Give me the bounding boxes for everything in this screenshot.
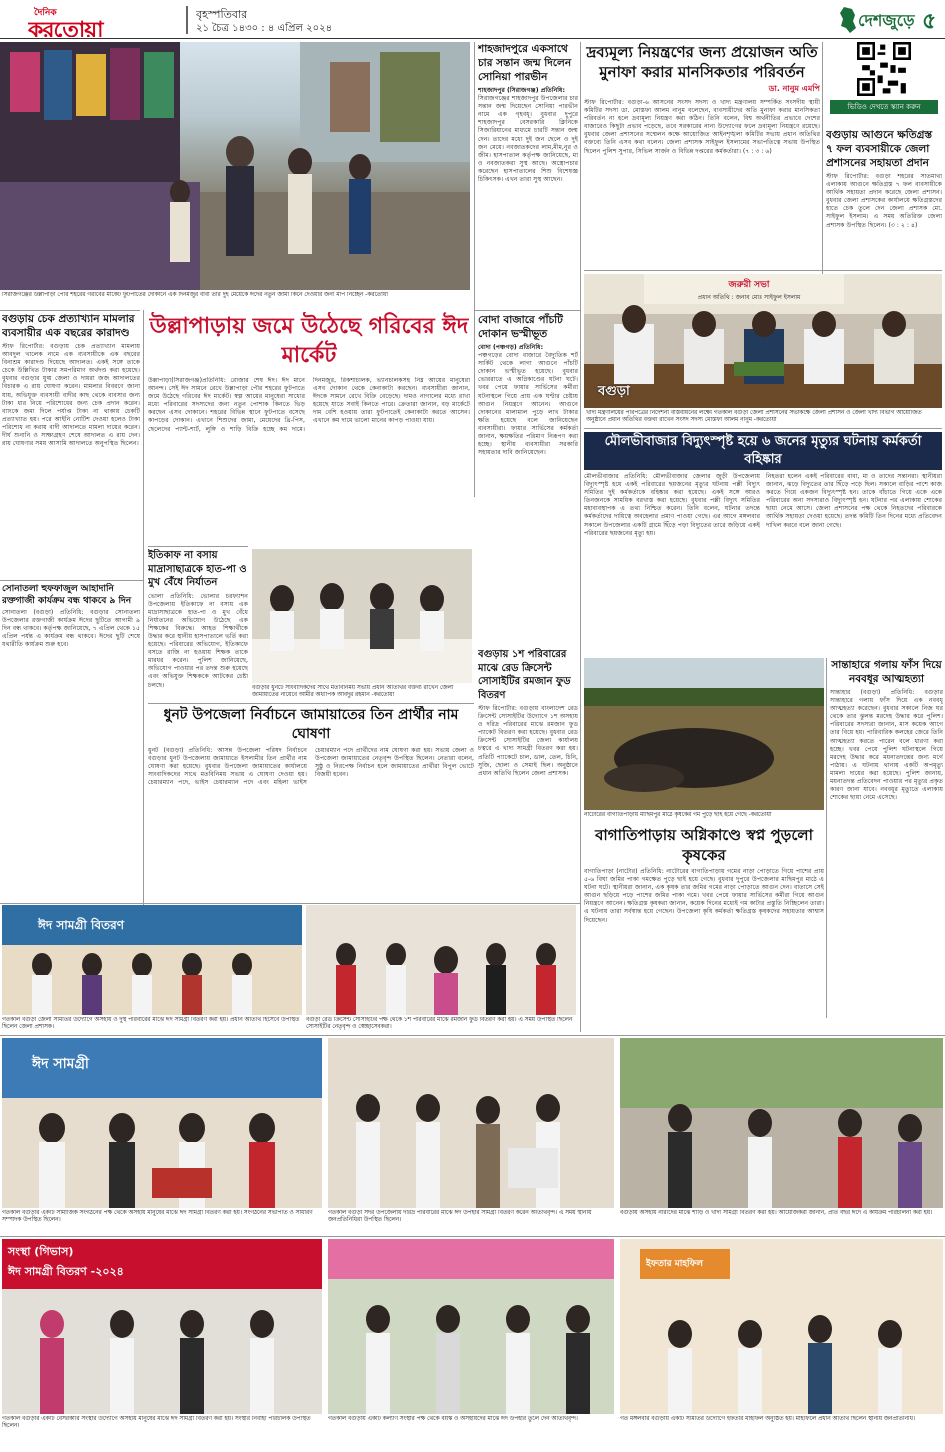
rule-sonatala-top	[0, 580, 143, 581]
story-moulvibazar	[584, 432, 942, 652]
story-bogura-cheque-title: বগুড়ায় চেক প্রত্যাখ্যান মামলার ব্যবসায়ীর এক বছরের কারাদণ্ড	[2, 313, 135, 339]
market-photo	[0, 42, 470, 290]
story-santahar	[830, 658, 943, 1018]
qr-block[interactable]	[826, 42, 942, 122]
rule-boda-top	[474, 310, 580, 311]
story-bogura-cheque	[2, 313, 140, 578]
story-boda-byline: বোদা (পঞ্চগড়) প্রতিনিধি:	[478, 344, 544, 351]
header-day: বৃহস্পতিবার	[196, 8, 248, 21]
row3-photo-1-banner: সংস্থা (গিভাস)	[8, 1245, 74, 1258]
dhunat-illustration	[252, 549, 472, 683]
col-rule-4	[826, 658, 827, 1018]
row2-photo-2-illustration	[328, 1038, 614, 1208]
row2-photo-3-illustration	[620, 1038, 943, 1208]
story-price-title: দ্রব্যমূল্য নিয়ন্ত্রণের জন্য প্রয়োজন অতি মুনাফা করার মানসিকতার পরিবর্তন	[586, 43, 818, 81]
meeting-photo	[584, 274, 942, 408]
story-dhunat-title: ধুনট উপজেলা নির্বাচনে জামায়াতের তিন প্রার্থীর নাম ঘোষণা	[163, 707, 459, 742]
story-santahar-title: সান্তাহারে গলায় ফাঁস দিয়ে নববধূর আত্মহত্যা	[831, 659, 942, 685]
logo-small-text: দৈনিক	[34, 8, 57, 18]
rule-moulvi-top	[584, 428, 942, 429]
story-price	[584, 42, 820, 267]
story-boda	[478, 313, 578, 643]
story-boda-body: পঞ্চগড়ের বোদা বাজারে বৈদ্যুতিক শর্ট সার্কিট থেকে লাগা আগুনে পাঁচটি দোকান ভস্মীভূত হয়েছে। বুধবার ভোররাতে এ অগ্নিকাণ্ডের ঘটনা ঘটে। খবর পেয়ে ফায়ার সার্ভিসের কর্মীরা ঘটনাস্থলে গিয়ে প্রায় এক ঘণ্টার চেষ্টায় আগুন নিয়ন্ত্রণে আনেন। আগুনে দোকানের মালামাল পুড়ে লাখ টাকার ক্ষতি হয়েছে বলে জানিয়েছেন ব্যবসায়ীরা। ফায়ার সার্ভিসের কর্মকর্তা জানান, ক্ষয়ক্ষতির পরিমাণ নিরূপণ করা হচ্ছে। স্থানীয় ব্যবসায়ীরা সরকারি সহায়তার দাবি জানিয়েছেন।	[478, 352, 578, 457]
row3-photo-1-caption: গতকাল বগুড়ার একটি বেসরকারি সংস্থার উদ্যোগে অসহায় মানুষের মাঝে ঈদ সামগ্রী বিতরণ করা হয়। সংস্থার নির্বাহী পরিচালক উপস্থিত ছিলেন।	[2, 1416, 311, 1430]
story-boda-title: বোদা বাজারে পাঁচটি দোকান ভস্মীভূত	[478, 314, 563, 340]
logo-main-text: করতোয়া	[28, 18, 103, 37]
story-price-body: স্টাফ রিপোর্টার: বগুড়া-৬ আসনের সংসদ সদস্য ও খাদ্য মন্ত্রণালয় সম্পর্কিত সংসদীয় স্থায়ী কমিটির সদস্য ডা. মোস্তফা আলম নানুম বলেছেন, ব্যবসায়ীদের অতি মুনাফা করার মানসিকতা পরিবর্তন না হলে দ্রব্যমূল্য নিয়ন্ত্রণ করা কঠিন। তিনি বলেন, বিশ্ব অর্থনীতির প্রভাবে দেশের বাজারেও কিছুটা প্রভাব পড়েছে, তবে সরকারের নানা উদ্যোগের ফলে দ্রব্যমূল্য নিয়ন্ত্রণে রয়েছে। বুধবার জেলা প্রশাসনের সম্মেলন কক্ষে আয়োজিত আইনশৃঙ্খলা কমিটির সভায় প্রধান অতিথির বক্তব্যে তিনি এসব কথা বলেন। জেলা প্রশাসক সাইফুল ইসলামের সভাপতিত্বে সভায় উপস্থিত ছিলেন পুলিশ সুপার, সিভিল সার্জন ও বিভিন্ন দপ্তরের কর্মকর্তারা। (৭ : ৩ : ৬)	[584, 99, 820, 155]
row2-photo-1-banner: ঈদ সামগ্রী	[32, 1056, 89, 1072]
qr-caption: ভিডিও দেখতে স্ক্যান করুন	[830, 100, 938, 114]
col-rule-1	[474, 42, 475, 497]
field-photo-caption: নাটোরের বাগাতিপাড়ায় মাছিমপুর মাঠে কৃষকের গম পুড়ে ছাই হয়ে গেছে -করতোয়া	[584, 812, 772, 818]
dhunat-photo	[252, 549, 472, 683]
story-redcrescent-body: স্টাফ রিপোর্টার: বগুড়ায় বাংলাদেশ রেড ক্রিসেন্ট সোসাইটির উদ্যোগে ১শ অসহায় ও দরিদ্র পরিবারের মাঝে রমজান ফুড প্যাকেট বিতরণ করা হয়েছে। বুধবার রেড ক্রিসেন্ট সোসাইটির জেলা কার্যালয় চত্বরে এ খাদ্য সামগ্রী বিতরণ করা হয়। প্রতিটি প্যাকেটে চাল, ডাল, তেল, চিনি, সুজি, ছোলা ও সেমাই ছিল। অনুষ্ঠানে প্রধান অতিথি ছিলেন জেলা প্রশাসক।	[478, 705, 578, 777]
market-photo-caption: সিরাজগঞ্জের উল্লাপাড়া পৌর শহরের গরীবের মার্কেট ফুটপাতের দোকানে এক দিনমজুর বাবা তার দুই মেয়েকে ঈদের নতুন জামা কিনে দেওয়ার জন্য মাপ নিচ্ছেন -করতোয়া	[2, 292, 388, 298]
row1-photo-2-illustration	[306, 905, 576, 1015]
page-number: ৫	[922, 9, 937, 34]
rule-left-top	[0, 310, 140, 311]
row3-photo-3	[620, 1239, 943, 1414]
row3-photo-2-caption: গতকাল বগুড়ায় একটি কল্যাণ সংস্থার পক্ষ থেকে বয়স্ক ও অসহায়দের মাঝে ঈদ উপহার তুলে দেন অতিথিবৃন্দ।	[328, 1416, 578, 1422]
rule-meeting-top	[584, 270, 942, 271]
rule-dhunat-top	[148, 703, 474, 704]
story-shahjadpur	[478, 42, 578, 307]
rule-row3-top	[0, 1236, 945, 1237]
row1-photo-2-caption: বগুড়া রেড ক্রিসেন্ট সোসাইটির পক্ষ থেকে ১শ পরিবারের মাঝে রমজান ফুড বিতরণ করা হয়। এ সময় উপস্থিত ছিলেন সোসাইটির নেতৃবৃন্দ ও স্বেচ্ছাসেবকরা।	[306, 1017, 573, 1031]
story-ullapara-body: উল্লাপাড়া(সিরাজগঞ্জ)প্রতিনিধি: রোজার শেষ ঈদ। ঈদ মানে আনন্দ। সেই ঈদ সামনে রেখে উল্লাপাড়া পৌর শহরের ফুটপাতে জমে উঠেছে গরিবের ঈদ মার্কেট। স্বল্প আয়ের মানুষেরা সাধ্যের মধ্যে পরিবারের সদস্যদের জন্য নতুন পোশাক কিনতে ভিড় করছেন এসব দোকানে। শহরের বিভিন্ন স্থানে ফুটপাতে বসেছে কাপড়ের দোকান। এখানে শিশুদের জামা, মেয়েদের থ্রি-পিস, ছেলেদের প্যান্ট-শার্ট, লুঙ্গি ও শাড়ি বিক্রি হচ্ছে কম দামে। দিনমজুর, রিকশাচালক, ভ্যানচালকসহ নিম্ন আয়ের মানুষেরা এসব দোকান থেকে কেনাকাটা করছেন। ব্যবসায়ীরা জানান, ঈদকে সামনে রেখে বিক্রি বেড়েছে। দামও নাগালের মধ্যে রাখা হয়েছে যাতে সবাই কিনতে পারে। ক্রেতারা জানান, বড় মার্কেটে দাম বেশি হওয়ায় তারা ফুটপাতেই কেনাকাটা করতে আসেন। এখানে কম দামে ভালো মানের কাপড় পাওয়া যায়।	[148, 377, 470, 433]
field-photo	[584, 658, 824, 810]
row3-photo-3-caption: গত মঙ্গলবার বগুড়ায় একটি সমিতির উদ্যোগে ইফতার মাহফিল অনুষ্ঠিত হয়। মাহফিলে প্রধান অতিথি ছিলেন স্থানীয় জনপ্রতিনিধি।	[620, 1416, 915, 1422]
meeting-place: বগুড়া	[598, 384, 630, 399]
section-label	[838, 4, 943, 36]
dhunat-photo-caption: বগুড়ার ধুনটে সাংবাদিকদের সাথে মতবিনিময় সভায় প্রধান অতিথির বক্তব্য রাখেন জেলা জামায়াতের নায়েবে আমীর অধ্যাপক আবদুর রহমান -করতোয়া	[252, 685, 454, 699]
row2-photo-2-caption: গতকাল বগুড়া সদর উপজেলায় দরিদ্র পরিবারের মাঝে ঈদ উপহার সামগ্রী বিতরণ করেন অতিথিবৃন্দ। এ সময় স্থানীয় জনপ্রতিনিধিরা উপস্থিত ছিলেন।	[328, 1210, 592, 1224]
story-fire-aid-title: বগুড়ায় আগুনে ক্ষতিগ্রস্ত ৭ ফল ব্যবসায়ীকে জেলা প্রশাসনের সহায়তা প্রদান	[826, 129, 933, 169]
rule-row2-top	[0, 1035, 945, 1036]
header-divider	[186, 6, 188, 34]
rule-row1-top	[0, 903, 580, 904]
header-rule	[0, 38, 945, 39]
qr-code-icon[interactable]	[857, 42, 911, 96]
meeting-banner	[664, 277, 834, 303]
meeting-banner-sub: প্রধান অতিথি : জনাব মোঃ সাইফুল ইসলাম	[697, 294, 801, 301]
row1-photo-1-banner: ঈদ সামগ্রী বিতরণ	[38, 918, 124, 932]
logo	[28, 5, 188, 37]
field-illustration	[584, 658, 824, 810]
story-sonatala	[2, 583, 140, 713]
row3-photo-1-banner-2: ঈদ সামগ্রী বিতরণ -২০২৪	[8, 1265, 124, 1278]
row3-photo-3-banner: ইফতার মাহফিল	[646, 1259, 703, 1269]
main-headline: উল্লাপাড়ায় জমে উঠেছে গরিবের ঈদ মার্কেট	[149, 314, 469, 368]
row3-photo-1	[2, 1239, 322, 1414]
row1-photo-1-caption: গতকাল বগুড়া জেলা সমিতির উদ্যোগে অসহায় ও দুস্থ পরিবারের মাঝে ঈদ সামগ্রী বিতরণ করা হয়। প্রধান অতিথি হিসেবে উপস্থিত ছিলেন জেলা প্রশাসক।	[2, 1017, 300, 1031]
row3-photo-2-illustration	[328, 1239, 614, 1414]
row2-photo-3	[620, 1038, 943, 1208]
row2-photo-1-caption: গতকাল বগুড়ার একটি সামাজিক সংগঠনের পক্ষ থেকে অসহায় মানুষের মাঝে ঈদ সামগ্রী বিতরণ করা হয়। সংগঠনের সভাপতি ও সাধারণ সম্পাদক উপস্থিত ছিলেন।	[2, 1210, 313, 1224]
col-rule-0	[143, 310, 144, 990]
row2-photo-2	[328, 1038, 614, 1208]
story-dhunat-body: ধুনট (বগুড়া) প্রতিনিধি: আসন্ন উপজেলা পরিষদ নির্বাচনে বগুড়ার ধুনট উপজেলায় জামায়াতে ইসলামীর তিন প্রার্থীর নাম ঘোষণা করা হয়েছে। বুধবার উপজেলা জামায়াতের কার্যালয়ে সাংবাদিকদের সাথে মতবিনিময় সভায় এ ঘোষণা দেওয়া হয়। চেয়ারম্যান পদে, ভাইস চেয়ারম্যান পদে এবং মহিলা ভাইস চেয়ারম্যান পদে প্রার্থীদের নাম ঘোষণা করা হয়। সভায় জেলা ও উপজেলা জামায়াতের নেতৃবৃন্দ উপস্থিত ছিলেন। নেতারা বলেন, সুষ্ঠু ও নিরপেক্ষ নির্বাচন হলে জামায়াতের প্রার্থীরা বিপুল ভোটে বিজয়ী হবেন।	[148, 747, 474, 787]
header-date: ২১ চৈত্র ১৪৩০ : ৪ এপ্রিল ২০২৪	[196, 23, 333, 34]
market-illustration	[0, 42, 470, 290]
story-bogura-cheque-body: স্টাফ রিপোর্টার: বগুড়ায় চেক প্রত্যাখ্যান মামলায় আবদুল খালেক নামে এক ব্যবসায়ীকে এক বছরের বিনাশ্রম কারাদণ্ড দিয়েছে আদালত। একই সঙ্গে তাকে চেকে উল্লিখিত টাকার সমপরিমাণ অর্থদণ্ড করা হয়েছে। বুধবার বগুড়ার যুগ্ম জেলা ও দায়রা জজ আদালতের বিচারক এ রায় ঘোষণা করেন। মামলার বিবরণে জানা যায়, অভিযুক্ত ব্যবসায়ী বাদীর কাছ থেকে ব্যবসার জন্য টাকা ধার নিয়ে পরিশোধের জন্য চেক প্রদান করেন। ব্যাংকে জমা দিলে পর্যাপ্ত টাকা না থাকায় চেকটি প্রত্যাখ্যাত হয়। পরে আইনি নোটিশ দেওয়া হলেও টাকা পরিশোধ না করায় বাদী আদালতে মামলা দায়ের করেন। দীর্ঘ শুনানি ও সাক্ষ্যগ্রহণ শেষে আদালত এ রায় দেন। রায় ঘোষণার সময় আসামি আদালতে অনুপস্থিত ছিলেন।	[2, 343, 140, 448]
story-bagatipara-body: বাগাতিপাড়া (নাটোর) প্রতিনিধি: নাটোরের বাগাতিপাড়ায় গমের নাড়া পোড়াতে গিয়ে পাশের প্রায় ৫-৬ বিঘা জমির পাকা গমক্ষেত পুড়ে ছাই হয়ে গেছে। বুধবার দুপুরে উপজেলার মাছিমপুর মাঠে এ ঘটনা ঘটে। স্থানীয়রা জানান, এক কৃষক তার জমির গমের নাড়া পোড়াতে আগুন দেন। বাতাসে সেই আগুন ছড়িয়ে পড়ে পাশের জমির পাকা গমে। খবর পেয়ে ফায়ার সার্ভিসের কর্মীরা গিয়ে আগুন নিয়ন্ত্রণে আনেন। ক্ষতিগ্রস্ত কৃষকরা জানান, কয়েক দিনের মধ্যেই গম কাটার প্রস্তুতি নিচ্ছিলেন তারা। এ ঘটনায় তারা সর্বস্বান্ত হয়ে গেছেন। উপজেলা কৃষি কর্মকর্তা ক্ষতিগ্রস্ত কৃষকদের সহায়তার আশ্বাস দিয়েছেন।	[584, 868, 824, 924]
story-shahjadpur-title: শাহজাদপুরে একসাথে চার সন্তান জন্ম দিলেন সোনিয়া পারভীন	[478, 43, 572, 83]
story-ullapara	[148, 377, 470, 542]
masthead	[0, 0, 945, 38]
story-moulvibazar-body-2: নিহতরা হলেন একই পরিবারের বাবা, মা ও তাদের সন্তানরা। স্থানীয়রা জানান, ঝড়ে বিদ্যুতের তার ছিঁড়ে পড়ে ছিল। সকালে বাড়ির পাশে কাজ করতে গিয়ে একজন বিদ্যুৎস্পৃষ্ট হন। তাকে বাঁচাতে গিয়ে একে একে পরিবারের অন্য সদস্যরাও বিদ্যুৎস্পৃষ্ট হন। ঘটনার পর এলাকায় শোকের ছায়া নেমে আসে। জেলা প্রশাসনের পক্ষ থেকে নিহতদের পরিবারকে আর্থিক সহায়তা দেওয়া হয়েছে। তদন্ত কমিটি তিন দিনের মধ্যে প্রতিবেদন দাখিল করবে বলে জানা গেছে।	[766, 473, 942, 529]
story-sonatala-title: সোনাতলা হুফফাজুল আহাদানি রক্তগাজী কার্যক্রম বন্ধ থাকবে ৯ দিন	[2, 584, 132, 606]
row2-photo-1	[2, 1038, 322, 1208]
row3-photo-2	[328, 1239, 614, 1414]
story-shahjadpur-body: সিরাজগঞ্জের শাহজাদপুর উপজেলার চার সন্তান জন্ম দিয়েছেন সোনিয়া পারভীন নামে এক গৃহবধূ। বুধবার দুপুরে শাহজাদপুর বেসরকারি ক্লিনিকে সিজারিয়ানের মাধ্যমে চারটি সন্তান জন্ম দেন। তাদের মধ্যে দুই জন ছেলে ও দুই জন মেয়ে। নবজাতকদের লাম,মীম,নুর ও জীম। হাসপাতাল কর্তৃপক্ষ জানিয়েছে, মা ও নবজাতকরা সুস্থ আছে। অস্ত্রোপচার করেছেন হাসপাতালের শিশু বিশেষজ্ঞ চিকিৎসক। এখন তারা সুস্থ আছেন।	[478, 95, 578, 184]
story-ittikaf-body: ভোলা প্রতিনিধি: ভোলার চরফ্যাশন উপজেলায় ইতিকাফে না বসায় এক মাদ্রাসাছাত্রকে হাত-পা ও মুখ বেঁধে নির্যাতনের অভিযোগ উঠেছে এক শিক্ষকের বিরুদ্ধে। আহত শিক্ষার্থীকে উদ্ধার করে স্থানীয় হাসপাতালে ভর্তি করা হয়েছে। পরিবারের অভিযোগ, ইতিকাফে বসতে রাজি না হওয়ায় শিক্ষক তাকে মারধর করেন। পুলিশ জানিয়েছে, অভিযোগ পাওয়ার পর তদন্ত শুরু হয়েছে এবং অভিযুক্ত শিক্ষককে আটকের চেষ্টা চলছে।	[148, 592, 248, 689]
story-bagatipara	[584, 825, 824, 1020]
bangladesh-map-icon	[838, 6, 858, 34]
story-redcrescent-title: বগুড়ায় ১শ পরিবারের মাঝে রেড ক্রিসেন্ট সোসাইটির রমজান ফুড বিতরণ	[478, 649, 571, 701]
story-moulvibazar-body-1: মৌলভীবাজার প্রতিনিধি: মৌলভীবাজার জেলার জুড়ী উপজেলায় বিদ্যুৎস্পৃষ্ট হয়ে একই পরিবারের ছয়জনের মৃত্যুর ঘটনায় পল্লী বিদ্যুৎ সমিতির দুই কর্মকর্তাকে বহিষ্কার করা হয়েছে। একই সঙ্গে আরও তিনজনকে সাময়িক বরখাস্ত করা হয়েছে। বুধবার পল্লী বিদ্যুৎ সমিতির মহাব্যবস্থাপক এ তথ্য নিশ্চিত করেন। তিনি বলেন, ঘটনার তদন্তে কর্মকর্তাদের দায়িত্বে অবহেলার প্রমাণ পাওয়া গেছে। এর আগে মঙ্গলবার সকালে উপজেলার একটি গ্রামে ছিঁড়ে পড়া বিদ্যুতের তারে জড়িয়ে একই পরিবারের ছয়জনের মৃত্যু হয়।	[584, 473, 760, 537]
story-shahjadpur-byline: শাহজাদপুর (সিরাজগঞ্জ) প্রতিনিধি:	[478, 87, 565, 94]
story-santahar-body: সান্তাহার (বগুড়া) প্রতিনিধি: বগুড়ার সান্তাহারে গলায় ফাঁস দিয়ে এক নববধূ আত্মহত্যা করেছেন। বুধবার সকালে নিজ ঘর থেকে তার ঝুলন্ত মরদেহ উদ্ধার করে পুলিশ। পরিবারের সদস্যরা জানান, মাস কয়েক আগে তার বিয়ে হয়। পারিবারিক কলহের জেরে তিনি আত্মহত্যা করতে পারেন বলে ধারণা করা হচ্ছে। খবর পেয়ে পুলিশ ঘটনাস্থলে গিয়ে মরদেহ উদ্ধার করে ময়নাতদন্তের জন্য মর্গে পাঠায়। এ ঘটনায় থানায় একটি অপমৃত্যু মামলা দায়ের করা হয়েছে। পুলিশ জানায়, ময়নাতদন্ত প্রতিবেদন পাওয়ার পর মৃত্যুর প্রকৃত কারণ জানা যাবে। নববধূর মৃত্যুতে এলাকায় শোকের ছায়া নেমে এসেছে।	[830, 689, 943, 802]
col-rule-2	[580, 42, 581, 1032]
story-fire-aid-body: স্টাফ রিপোর্টার: বগুড়া শহরের সাতমাথা এলাকায় আগুনে ক্ষতিগ্রস্ত ৭ ফল ব্যবসায়ীকে আর্থিক সহায়তা প্রদান করেছে জেলা প্রশাসন। বুধবার জেলা প্রশাসকের কার্যালয়ে ক্ষতিগ্রস্তদের হাতে চেক তুলে দেন জেলা প্রশাসক মো. সাইফুল ইসলাম। এ সময় অতিরিক্ত জেলা প্রশাসক উপস্থিত ছিলেন। (৩ : ২ : ৪)	[826, 173, 942, 229]
story-price-author: ডা. নানুম এমপি	[768, 84, 820, 93]
story-ittikaf-title: ইতিকাফ না বসায় মাদ্রাসাছাত্রকে হাত-পা ও মুখ বেঁধে নির্যাতন	[148, 550, 247, 588]
story-bagatipara-title: বাগাতিপাড়ায় অগ্নিকাণ্ডে স্বপ্ন পুড়লো কৃষকের	[595, 826, 813, 864]
row1-photo-1	[2, 905, 302, 1015]
rule-ittikaf-top	[148, 546, 248, 547]
row1-photo-2	[306, 905, 576, 1015]
section-name: দেশজুড়ে	[858, 11, 915, 30]
meeting-photo-caption: খাদ্য মন্ত্রণালয়ের পরিপত্রের নির্দেশনা বাস্তবায়নের লক্ষ্যে গতকাল বগুড়া জেলা প্রশাসনের সভাকক্ষে জেলা প্রশাসন ও জেলা খাদ্য বিভাগ আয়োজিত অনুষ্ঠানে প্রধান অতিথির বক্তব্য রাখেন সংসদ সদস্য মোস্তফা আলম নানুম -করতোয়া	[586, 410, 922, 424]
meeting-banner-title: জরুরী সভা	[728, 280, 770, 290]
story-sonatala-body: সোনাতলা (বগুড়া) প্রতিনিধি: বগুড়ার সোনাতলা উপজেলার রক্তগাজী কার্যক্রম ঈদের ছুটিতে আগামী ৯ দিন বন্ধ থাকবে। কর্তৃপক্ষ জানিয়েছে, ৭ এপ্রিল থেকে ১৫ এপ্রিল পর্যন্ত এ কার্যক্রম বন্ধ থাকবে। ঈদের ছুটি শেষে যথারীতি কার্যক্রম শুরু হবে।	[2, 609, 140, 649]
story-moulvibazar-title: মৌলভীবাজার বিদ্যুৎস্পৃষ্ট হয়ে ৬ জনের মৃত্যুর ঘটনায় কর্মকর্তা বহিষ্কার	[584, 432, 942, 470]
story-dhunat	[148, 706, 474, 901]
row2-photo-3-caption: বগুড়ায় অসহায় নারীদের মাঝে শাড়ি ও খাদ্য সামগ্রী বিতরণ করা হয়। আয়োজকরা জানান, প্রতি বছর ঈদে এ কার্যক্রম পরিচালনা করা হয়।	[620, 1210, 933, 1216]
